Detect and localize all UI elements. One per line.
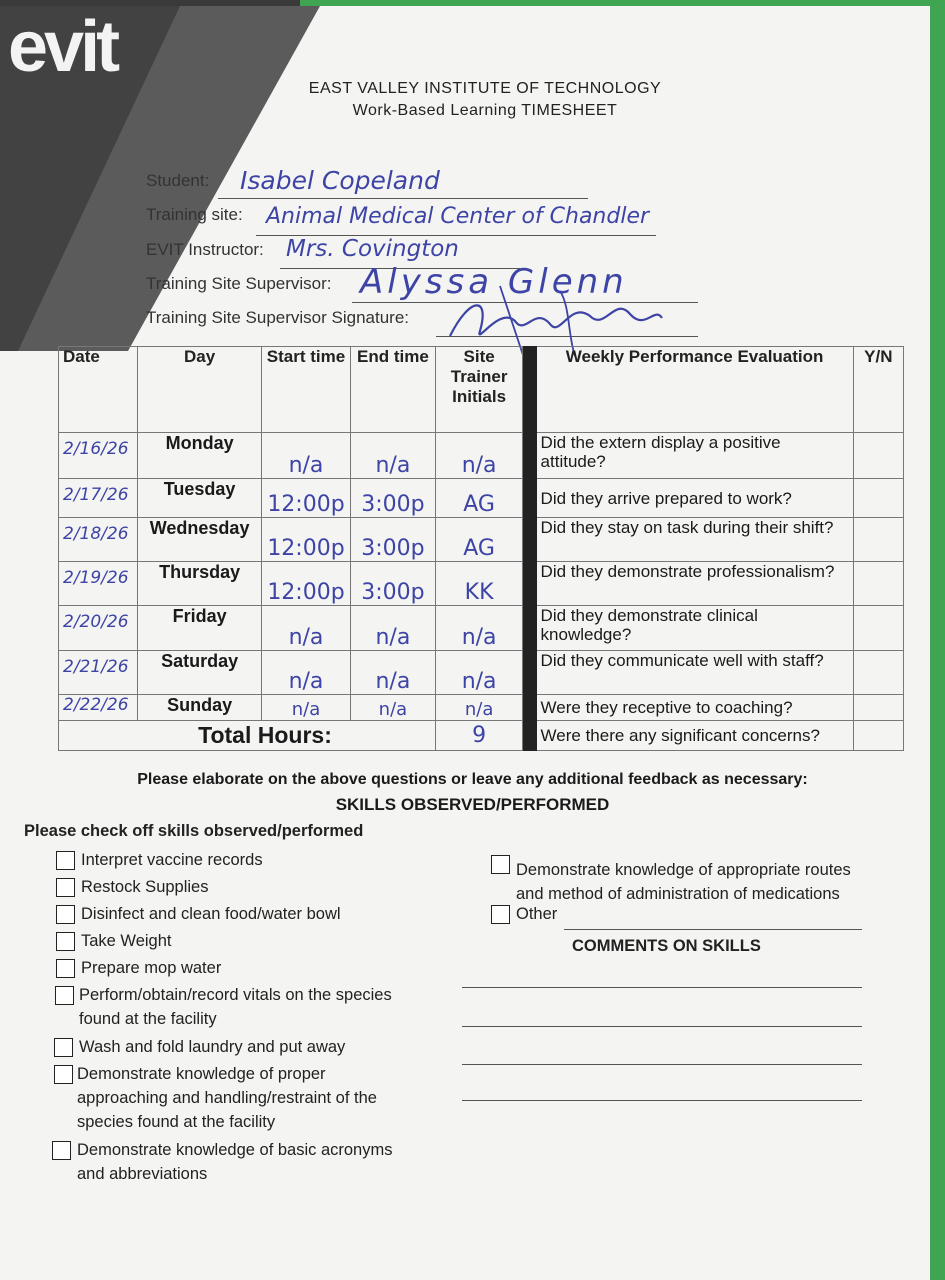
end-cell: 3:00p bbox=[350, 518, 435, 562]
checkbox[interactable] bbox=[54, 1065, 73, 1084]
start-cell: 12:00p bbox=[262, 518, 351, 562]
day-cell: Saturday bbox=[138, 651, 262, 695]
divider-cell bbox=[523, 433, 536, 479]
student-line bbox=[218, 198, 588, 199]
table-row bbox=[59, 479, 904, 518]
date-cell: 2/20/26 bbox=[59, 606, 138, 651]
checkbox[interactable] bbox=[56, 878, 75, 897]
yn-cell[interactable] bbox=[853, 721, 903, 751]
site-value: Animal Medical Center of Chandler bbox=[266, 204, 650, 229]
timesheet-table bbox=[58, 346, 904, 751]
end-cell: n/a bbox=[350, 433, 435, 479]
skill-label: Interpret vaccine records bbox=[81, 851, 263, 869]
end-cell: n/a bbox=[350, 651, 435, 695]
student-label: Student: bbox=[146, 171, 210, 190]
table-row bbox=[59, 562, 904, 606]
date-cell: 2/21/26 bbox=[59, 651, 138, 695]
day-cell: Tuesday bbox=[138, 479, 262, 518]
initials-cell: AG bbox=[436, 518, 523, 562]
form-title: Work-Based Learning TIMESHEET bbox=[352, 102, 618, 119]
table-row bbox=[59, 518, 904, 562]
date-cell: 2/19/26 bbox=[59, 562, 138, 606]
divider-cell bbox=[523, 518, 536, 562]
skill-label: Other bbox=[516, 905, 558, 923]
yn-cell[interactable] bbox=[853, 562, 903, 606]
skills-instruction: Please check off skills observed/performed bbox=[24, 822, 364, 840]
total-hours-value: 9 bbox=[436, 721, 523, 751]
instructor-label: EVIT Instructor: bbox=[146, 240, 264, 259]
checkbox[interactable] bbox=[54, 1038, 73, 1057]
table-row bbox=[59, 433, 904, 479]
end-cell: n/a bbox=[350, 695, 435, 721]
date-cell: 2/18/26 bbox=[59, 518, 138, 562]
total-row bbox=[59, 721, 904, 751]
start-cell: n/a bbox=[262, 695, 351, 721]
skill-label: Take Weight bbox=[81, 932, 172, 950]
checkbox[interactable] bbox=[56, 959, 75, 978]
divider-cell bbox=[523, 562, 536, 606]
header-yn: Y/N bbox=[853, 347, 903, 433]
header-date: Date bbox=[59, 347, 138, 433]
question-cell: Were they receptive to coaching? bbox=[536, 695, 853, 721]
supervisor-value: Alyssa Glenn bbox=[360, 262, 628, 302]
checkbox[interactable] bbox=[56, 905, 75, 924]
signature-label: Training Site Supervisor Signature: bbox=[146, 308, 410, 327]
feedback-prompt: Please elaborate on the above questions or leave any additional feedback as necessary: bbox=[137, 771, 808, 788]
day-cell: Sunday bbox=[138, 695, 262, 721]
skill-label: Demonstrate knowledge of basic acronyms and abbreviations bbox=[77, 1141, 393, 1183]
initials-cell: n/a bbox=[436, 651, 523, 695]
skill-label: Wash and fold laundry and put away bbox=[79, 1038, 346, 1056]
question-cell: Did they demonstrate clinical knowledge? bbox=[536, 606, 853, 651]
date-cell: 2/17/26 bbox=[59, 479, 138, 518]
yn-cell[interactable] bbox=[853, 479, 903, 518]
start-cell: 12:00p bbox=[262, 562, 351, 606]
initials-cell: n/a bbox=[436, 606, 523, 651]
day-cell: Friday bbox=[138, 606, 262, 651]
yn-cell[interactable] bbox=[853, 651, 903, 695]
start-cell: 12:00p bbox=[262, 479, 351, 518]
divider-column bbox=[523, 347, 536, 433]
table-row bbox=[59, 606, 904, 651]
day-cell: Monday bbox=[138, 433, 262, 479]
initials-cell: n/a bbox=[436, 433, 523, 479]
evit-logo: evit bbox=[8, 7, 117, 87]
question-cell: Did they demonstrate professionalism? bbox=[536, 562, 853, 606]
table-header-row bbox=[59, 347, 904, 433]
checkbox[interactable] bbox=[52, 1141, 71, 1160]
question-cell: Were there any significant concerns? bbox=[536, 721, 853, 751]
checkbox[interactable] bbox=[491, 855, 510, 874]
initials-cell: n/a bbox=[436, 695, 523, 721]
comments-title: COMMENTS ON SKILLS bbox=[572, 937, 761, 955]
start-cell: n/a bbox=[262, 651, 351, 695]
start-cell: n/a bbox=[262, 433, 351, 479]
comment-line[interactable] bbox=[462, 1026, 862, 1027]
yn-cell[interactable] bbox=[853, 518, 903, 562]
total-hours-label: Total Hours: bbox=[59, 721, 436, 751]
divider-cell bbox=[523, 606, 536, 651]
skill-label: Perform/obtain/record vitals on the species found at the facility bbox=[79, 986, 392, 1028]
date-cell: 2/16/26 bbox=[59, 433, 138, 479]
header-end: End time bbox=[350, 347, 435, 433]
day-cell: Wednesday bbox=[138, 518, 262, 562]
skill-label: Restock Supplies bbox=[81, 878, 209, 896]
checkbox[interactable] bbox=[56, 932, 75, 951]
initials-cell: AG bbox=[436, 479, 523, 518]
checkbox[interactable] bbox=[56, 851, 75, 870]
end-cell: 3:00p bbox=[350, 479, 435, 518]
initials-cell: KK bbox=[436, 562, 523, 606]
skill-label: Demonstrate knowledge of appropriate routes and method of administration of medications bbox=[516, 861, 851, 903]
header-start: Start time bbox=[262, 347, 351, 433]
question-cell: Did they stay on task during their shift? bbox=[536, 518, 853, 562]
question-cell: Did they arrive prepared to work? bbox=[536, 479, 853, 518]
question-cell: Did the extern display a positive attitude? bbox=[536, 433, 853, 479]
supervisor-label: Training Site Supervisor: bbox=[146, 274, 332, 293]
day-cell: Thursday bbox=[138, 562, 262, 606]
checkbox[interactable] bbox=[491, 905, 510, 924]
end-cell: n/a bbox=[350, 606, 435, 651]
date-cell: 2/22/26 bbox=[59, 695, 138, 721]
question-cell: Did they communicate well with staff? bbox=[536, 651, 853, 695]
header-initials: Site Trainer Initials bbox=[436, 347, 523, 433]
site-label: Training site: bbox=[146, 205, 243, 224]
skill-label: Disinfect and clean food/water bowl bbox=[81, 905, 341, 923]
skill-label: Demonstrate knowledge of proper approaching and handling/restraint of the species found at the facility bbox=[77, 1065, 377, 1131]
instructor-value: Mrs. Covington bbox=[286, 236, 459, 262]
table-row bbox=[59, 695, 904, 721]
student-value: Isabel Copeland bbox=[240, 166, 440, 195]
institution-name: EAST VALLEY INSTITUTE OF TECHNOLOGY bbox=[308, 80, 662, 97]
start-cell: n/a bbox=[262, 606, 351, 651]
comment-line[interactable] bbox=[462, 1100, 862, 1101]
yn-cell[interactable] bbox=[853, 695, 903, 721]
comment-line[interactable] bbox=[462, 987, 862, 988]
divider-cell bbox=[523, 721, 536, 751]
header-evaluation: Weekly Performance Evaluation bbox=[536, 347, 853, 433]
checkbox[interactable] bbox=[55, 986, 74, 1005]
skill-label: Prepare mop water bbox=[81, 959, 222, 977]
divider-cell bbox=[523, 695, 536, 721]
divider-cell bbox=[523, 651, 536, 695]
skills-title: SKILLS OBSERVED/PERFORMED bbox=[335, 795, 610, 814]
comment-line[interactable] bbox=[462, 1064, 862, 1065]
header-day: Day bbox=[138, 347, 262, 433]
yn-cell[interactable] bbox=[853, 433, 903, 479]
divider-cell bbox=[523, 479, 536, 518]
end-cell: 3:00p bbox=[350, 562, 435, 606]
table-row bbox=[59, 651, 904, 695]
yn-cell[interactable] bbox=[853, 606, 903, 651]
other-line bbox=[564, 929, 862, 930]
